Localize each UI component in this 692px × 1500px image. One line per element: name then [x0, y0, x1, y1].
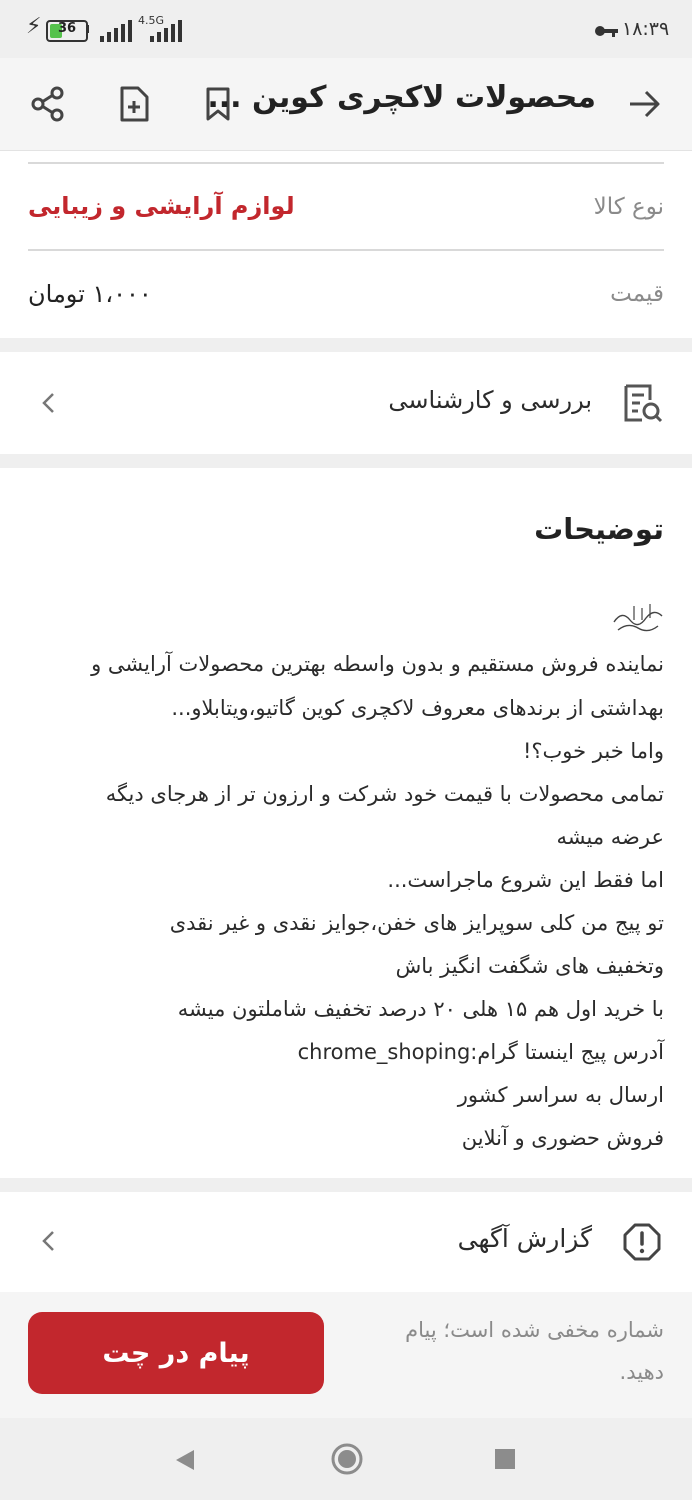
description-line: بهداشتی از برندهای معروف لاکچری کوین گاتیو،ویتابلاو...	[171, 696, 664, 720]
section-gap	[0, 338, 692, 352]
hidden-number-text: شماره مخفی شده است؛ پیام	[405, 1318, 664, 1342]
divider	[28, 162, 664, 164]
report-label: گزارش آگهی	[457, 1224, 592, 1253]
status-bar	[0, 0, 692, 58]
description-title: توضیحات	[534, 512, 664, 546]
signal-icon	[100, 20, 132, 42]
description-line: با خرید اول هم ۱۵ هلی ۲۰ درصد تخفیف شاملتون میشه	[177, 997, 664, 1021]
warning-octagon-icon	[622, 1222, 662, 1262]
app-header	[0, 58, 692, 151]
divider	[28, 249, 664, 251]
description-line: وتخفیف های شگفت انگیز باش	[395, 954, 664, 978]
clock: ۱۸:۳۹	[622, 18, 670, 40]
back-arrow-icon[interactable]	[624, 84, 664, 124]
battery-icon	[46, 20, 88, 42]
description-line: ارسال به سراسر کشور	[457, 1083, 664, 1107]
description-line: آدرس پیج اینستا گرام:chrome_shoping	[297, 1040, 664, 1064]
description-line: تو پیج من کلی سوپرایز های خفن،جوایز نقدی و غیر نقدی	[169, 911, 664, 935]
report-row[interactable]	[0, 1192, 692, 1292]
share-icon[interactable]	[28, 84, 68, 124]
review-label: بررسی و کارشناسی	[388, 386, 592, 414]
add-note-icon[interactable]	[114, 84, 154, 124]
description-line: اما فقط این شروع ماجراست...	[387, 868, 664, 892]
back-triangle-icon[interactable]	[174, 1448, 196, 1472]
chevron-left-icon	[36, 1228, 62, 1254]
chat-button[interactable]: پیام در چت	[28, 1312, 324, 1394]
page-title: محصولات لاکچری کوین ...	[207, 80, 596, 115]
section-gap	[0, 454, 692, 468]
chevron-left-icon	[36, 390, 62, 416]
review-row[interactable]	[0, 352, 692, 454]
review-document-icon	[620, 382, 664, 426]
category-label: نوع کالا	[593, 194, 664, 220]
system-nav-bar	[0, 1418, 692, 1500]
description-line: واما خبر خوب؟!	[522, 739, 664, 763]
section-gap	[0, 1178, 692, 1192]
battery-level: 36	[57, 21, 77, 36]
description-line: تمامی محصولات با قیمت خود شرکت و ارزون تر از هرجای دیگه	[105, 782, 664, 806]
recents-square-icon[interactable]	[494, 1448, 516, 1470]
signal-icon-2	[150, 20, 182, 42]
category-value: لوازم آرایشی و زیبایی	[28, 192, 295, 220]
charging-icon: ⚡	[26, 14, 42, 39]
description-line: فروش حضوری و آنلاین	[461, 1126, 664, 1150]
key-icon	[594, 24, 618, 38]
network-type: 4.5G	[138, 14, 165, 27]
description-line: عرضه میشه	[556, 825, 664, 849]
price-label: قیمت	[610, 281, 664, 307]
home-circle-icon[interactable]	[330, 1442, 364, 1476]
description-line: نماینده فروش مستقیم و بدون واسطه بهترین محصولات آرایشی و	[91, 652, 664, 676]
price-value: ۱،۰۰۰ تومان	[28, 280, 152, 308]
bismillah-calligraphy-icon	[612, 600, 664, 636]
hidden-number-text: دهید.	[619, 1360, 664, 1384]
